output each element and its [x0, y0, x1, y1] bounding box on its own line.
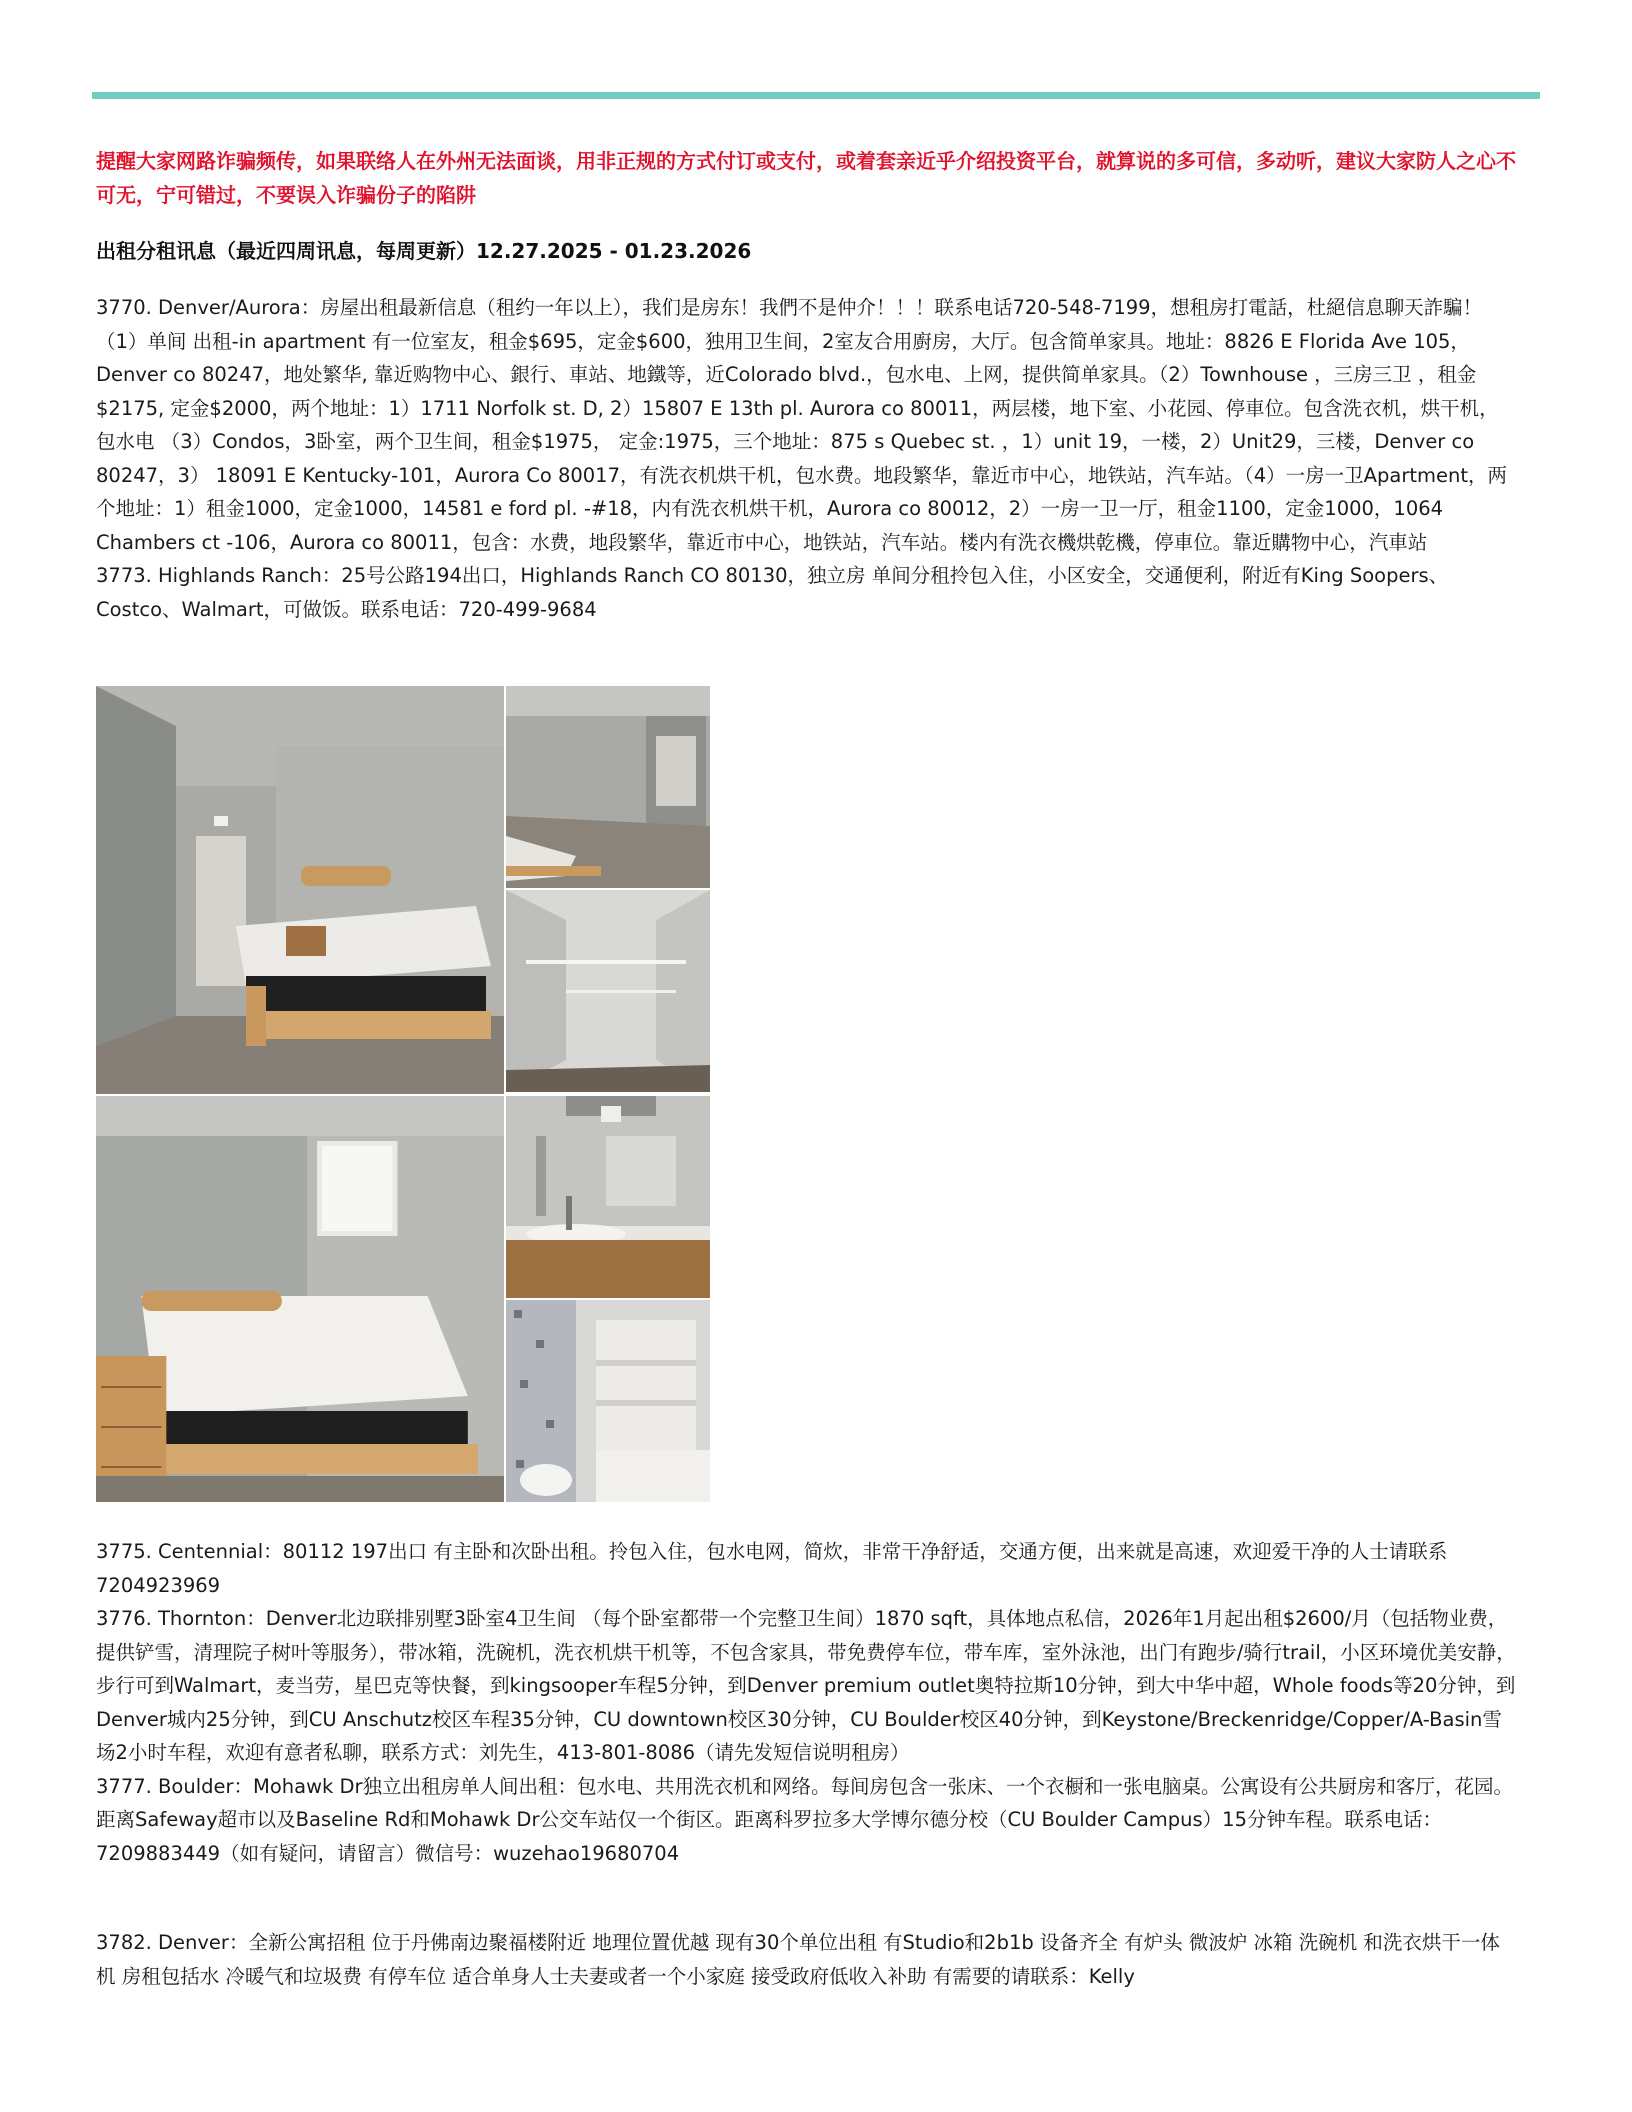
listing-3782: 3782. Denver：全新公寓招租 位于丹佛南边聚福楼附近 地理位置优越 现有30个单位出租 有Studio和2b1b 设备齐全 有炉头 微波炉 冰箱 洗碗机 和洗衣烘干一体机 房租包括水 冷暖气和垃圾费 有停车位 适合单身人士夫妻或者一个小家庭 接受政府低收入补助 有需要的请联系：Kelly — [96, 1931, 1500, 1988]
listing-3775: 3775. Centennial：80112 197出口 有主卧和次卧出租。拎包入住，包水电网，简炊，非常干净舒适，交通方便，出来就是高速，欢迎爱干净的人士请联系7204923969 — [96, 1540, 1448, 1597]
listing-3777: 3777. Boulder：Mohawk Dr独立出租房单人间出租：包水电、共用洗衣机和网络。每间房包含一张床、一个衣橱和一张电脑桌。公寓设有公共厨房和客厅，花园。距离Safeway超市以及Baseline Rd和Mohawk Dr公交车站仅一个街区。距离科罗拉多大学博尔德分校（CU Boulder Campus）15分钟车程。联系电话：7209883449（如有疑问，请留言）微信号：wuzehao19680704 — [96, 1774, 1514, 1865]
listing-group-b — [96, 1535, 1516, 1870]
closet-photo — [506, 890, 710, 1092]
room-photo-3 — [506, 686, 710, 888]
listing-photo-collage — [96, 686, 710, 1502]
bedroom-photo-1 — [96, 686, 504, 1094]
listing-3773: 3773. Highlands Ranch：25号公路194出口，Highlands Ranch CO 80130，独立房 单间分租拎包入住，小区安全，交通便利，附近有King Soopers、Costco、Walmart，可做饭。联系电话：720-499-9684 — [96, 564, 1449, 621]
bathroom-shower-photo — [506, 1300, 710, 1502]
section-heading: 出租分租讯息（最近四周讯息，每周更新）12.27.2025 - 01.23.2026 — [96, 239, 752, 263]
listing-group-a — [96, 291, 1516, 626]
listing-group-c — [96, 1926, 1516, 1993]
top-accent-rule — [92, 92, 1540, 99]
bedroom-photo-2 — [96, 1096, 504, 1502]
bathroom-sink-photo — [506, 1096, 710, 1298]
fraud-warning: 提醒大家网路诈骗频传，如果联络人在外州无法面谈，用非正规的方式付订或支付，或着套亲近乎介绍投资平台，就算说的多可信，多动听，建议大家防人之心不可无，宁可错过，不要误入诈骗份子的陷阱 — [96, 149, 1516, 207]
listing-3776: 3776. Thornton：Denver北边联排别墅3卧室4卫生间 （每个卧室都带一个完整卫生间）1870 sqft，具体地点私信，2026年1月起出租$2600/月（包括物业费，提供铲雪，清理院子树叶等服务），带冰箱，洗碗机，洗衣机烘干机等，不包含家具，带免费停车位，带车库，室外泳池，出门有跑步/骑行trail，小区环境优美安静，步行可到Walmart，麦当劳，星巴克等快餐，到kingsooper车程5分钟，到Denver premium outlet奥特拉斯10分钟，到大中华中超，Whole foods等20分钟，到Denver城内25分钟，到CU Anschutz校区车程35分钟，CU downtown校区30分钟，CU Boulder校区40分钟，到Keystone/Breckenridge/Copper/A-Basin雪场2小时车程，欢迎有意者私聊，联系方式：刘先生，413-801-8086（请先发短信说明租房） — [96, 1607, 1516, 1764]
listing-3770: 3770. Denver/Aurora：房屋出租最新信息（租约一年以上），我们是房东！我們不是仲介！！！联系电话720-548-7199，想租房打電話，杜絕信息聊天詐騙！（1）单间 出租-in apartment 有一位室友，租金$695，定金$600，独用卫生间，2室友合用廚房，大厅。包含简单家具。地址：8826 E Florida Ave 105，Denver co 80247，地处繁华, 靠近购物中心、銀行、車站、地鐵等，近Colorado blvd.，包水电、上网，提供简单家具。（2）Townhouse ，三房三卫 ，租金$2175, 定金$2000，两个地址：1）1711 Norfolk st. D, 2）15807 E 13th pl. Aurora co 80011，两层楼，地下室、小花园、停車位。包含洗衣机，烘干机，包水电 （3）Condos，3卧室，两个卫生间，租金$1975， 定金:1975，三个地址：875 s Quebec st. ，1）unit 19，一楼，2）Unit29，三楼，Denver co 80247，3） 18091 E Kentucky-101，Aurora Co 80017，有洗衣机烘干机，包水费。地段繁华，靠近市中心，地铁站，汽车站。（4）一房一卫Apartment，两个地址：1）租金1000，定金1000，14581 e ford pl. -#18，内有洗衣机烘干机，Aurora co 80012，2）一房一卫一厅，租金1100，定金1000，1064 Chambers ct -106，Aurora co 80011，包含：水费，地段繁华，靠近市中心，地铁站，汽车站。楼内有洗衣機烘乾機，停車位。靠近購物中心，汽車站 — [96, 296, 1507, 554]
